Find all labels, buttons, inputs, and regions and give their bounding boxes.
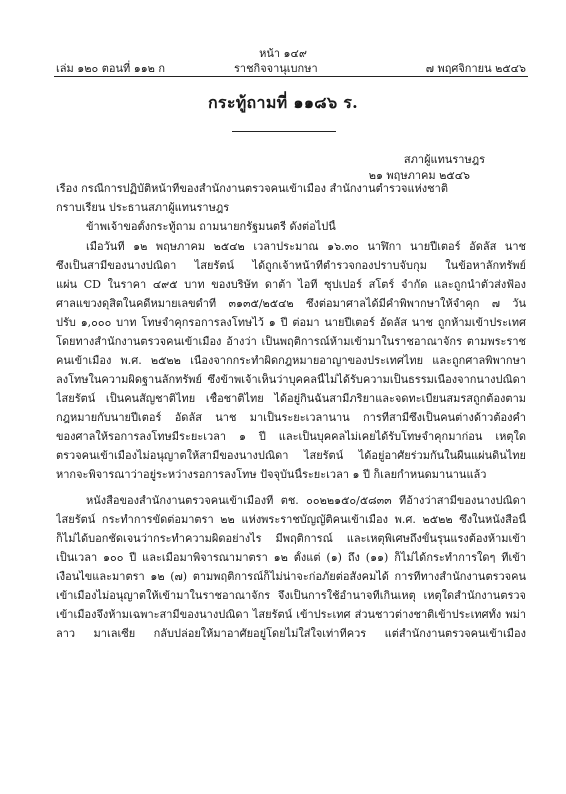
paragraph-line: เงื่อนไขและมาตรา ๑๒ (๗) ตามพฤติการณ์ก็ไม่น่าจะก่อภัยต่อสังคมได้ การที่ทางสำนักงานตรวจคน [56,570,526,583]
paragraph-line: หนังสือของสำนักงานตรวจคนเข้าเมืองที่ ตช. ๐๐๒๒๑๕๐/๕๘๓๓ ที่อ้างว่าสามีของนางปณิดา [86,494,526,507]
header-rule [54,76,528,77]
salutation: กราบเรียน ประธานสภาผู้แทนราษฎร [56,201,230,214]
paragraph-line: เข้าเมืองไม่อนุญาตให้เข้ามาในราชอาณาจักร จึงเป็นการใช้อำนาจที่เกินเหตุ เหตุใดสำนักงานตรวจ [56,589,526,602]
paragraph-line: ศาลแขวงดุสิตในคดีหมายเลขดำที่ ๓๑๓๕/๒๕๔๒ ซึ่งต่อมาศาลได้มีคำพิพากษาให้จำคุก ๗ วัน [56,297,526,310]
paragraph-line: กฎหมายกับนายปีเตอร์ อัดลัส นาช มาเป็นระยะเวลานาน การที่สามีซึ่งเป็นคนต่างด้าวต้องคำ [56,411,526,424]
subject-line: เรื่อง กรณีการปฏิบัติหน้าที่ของสำนักงานตรวจคนเข้าเมือง สำนักงานตำรวจแห่งชาติ [56,182,448,195]
paragraph-line: ของศาลให้รอการลงโทษมีระยะเวลา ๑ ปี และเป็นบุคคลไม่เคยได้รับโทษจำคุกมาก่อน เหตุใด [56,430,526,443]
paragraph-line: เป็นเวลา ๑๐๐ ปี และเมื่อมาพิจารณามาตรา ๑๒ ตั้งแต่ (๑) ถึง (๑๑) ก็ไม่ได้กระทำการใดๆ ที่เข้า [56,551,526,564]
paragraph-line: เข้าเมืองจึงห้ามเฉพาะสามีของนางปณิดา ไสยรัตน์ เข้าประเทศ ส่วนชาวต่างชาติเข้าประเทศทั้ง พม่า [56,608,526,621]
paragraph-line: ปรับ ๑,๐๐๐ บาท โทษจำคุกรอการลงโทษไว้ ๑ ปี ต่อมา นายปีเตอร์ อัดลัส นาช ถูกห้ามเข้าประเทศ [56,316,526,329]
paragraph-line: ลงโทษในความผิดฐานลักทรัพย์ ซึ่งข้าพเจ้าเห็นว่าบุคคลนี้ไม่ได้รับความเป็นธรรมเนื่องจากนางปณิดา [56,373,526,386]
page-number: หน้า ๑๔๙ [259,47,307,60]
title-underline [232,131,336,132]
paragraph-line: ไสยรัตน์ กระทำการขัดต่อมาตรา ๒๒ แห่งพระราชบัญญัติคนเข้าเมือง พ.ศ. ๒๕๒๒ ซึ่งในหนังสือนี้ [56,513,526,526]
paragraph-line: ซึ่งเป็นสามีของนางปณิดา ไสยรัตน์ ได้ถูกเจ้าหน้าที่ตำรวจกองปราบจับกุม ในข้อหาลักทรัพย์ [56,259,526,272]
opening-statement: ข้าพเจ้าขอตั้งกระทู้ถาม ถามนายกรัฐมนตรี ดังต่อไปนี้ [86,220,336,233]
paragraph-line: ลาว มาเลเซีย กลับปล่อยให้มาอาศัยอยู่โดยไม่ใส่ใจเท่าที่ควร แต่สำนักงานตรวจคนเข้าเมือง [56,627,526,640]
gazette-date: ๗ พฤศจิกายน ๒๕๔๖ [425,62,526,75]
paragraph-line: แผ่น CD ในราคา ๔๙๕ บาท ของบริษัท ดาต้า ไอที ซุปเปอร์ สโตร์ จำกัด และถูกนำตัวส่งฟ้อง [56,278,526,291]
recipient: สภาผู้แทนราษฎร [403,153,485,166]
gazette-name: ราชกิจจานุเบกษา [234,62,318,75]
paragraph-line: ก็ไม่ได้บอกชัดเจนว่ากระทำความผิดอย่างไร มีพฤติการณ์ และเหตุพิเศษถึงขั้นรุนแรงต้องห้ามเข้า [56,532,526,545]
paragraph-line: ตรวจคนเข้าเมืองไม่อนุญาตให้สามีของนางปณิดา ไสยรัตน์ ได้อยู่อาศัยร่วมกันในผืนแผ่นดินไทย [56,449,526,462]
paragraph-line: คนเข้าเมือง พ.ศ. ๒๕๒๒ เนื่องจากกระทำผิดกฎหมายอาญาของประเทศไทย และถูกศาลพิพากษา [56,354,526,367]
document-title: กระทู้ถามที่ ๑๑๘๖ ร. [207,93,359,112]
letter-date: ๒๑ พฤษภาคม ๒๕๔๖ [368,169,470,182]
paragraph-line: หากจะพิจารณาว่าอยู่ระหว่างรอการลงโทษ ปัจจุบันนี้ระยะเวลา ๑ ปี ก็เลยกำหนดมานานแล้ว [56,468,487,481]
volume-label: เล่ม ๑๒๐ ตอนที่ ๑๑๒ ก [56,62,166,75]
paragraph-line: โดยทางสำนักงานตรวจคนเข้าเมือง อ้างว่า เป็นพฤติการณ์ห้ามเข้ามาในราชอาณาจักร ตามพระราช [56,335,526,348]
paragraph-line: ไสยรัตน์ เป็นคนสัญชาติไทย เชื้อชาติไทย ได้อยู่กินฉันสามีภริยาและจดทะเบียนสมรสถูกต้องตาม [56,392,526,405]
paragraph-line: เมื่อวันที่ ๑๒ พฤษภาคม ๒๕๔๒ เวลาประมาณ ๑๖.๓๐ นาฬิกา นายปีเตอร์ อัดลัส นาช [86,240,526,253]
